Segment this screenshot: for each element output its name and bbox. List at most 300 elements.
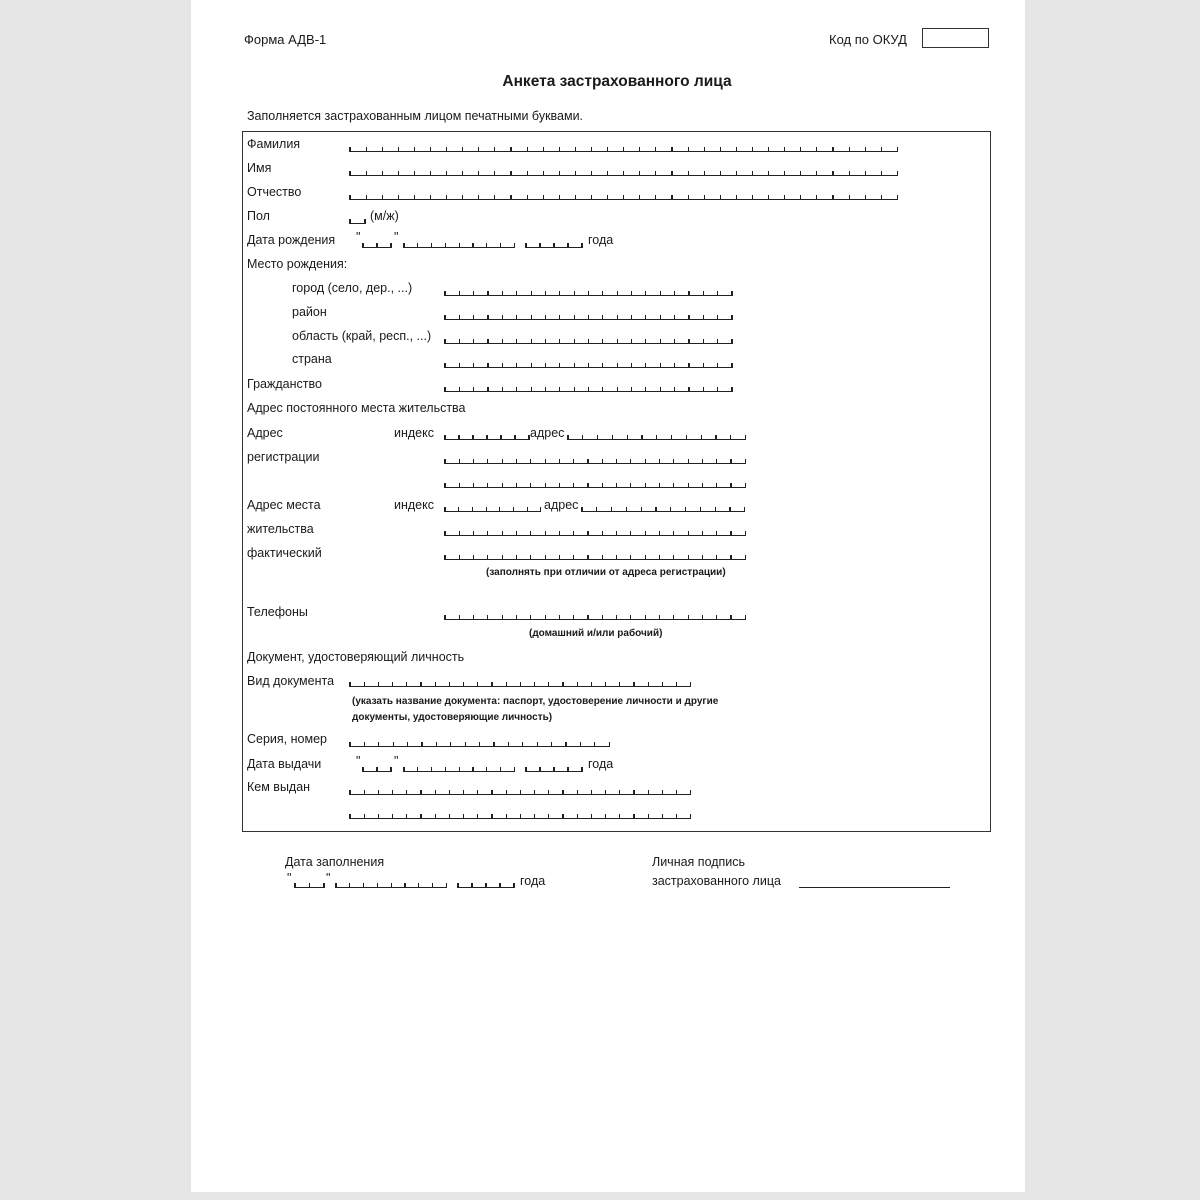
fact-address-cells-3[interactable] <box>445 554 745 560</box>
cell-tick <box>688 147 689 152</box>
birth-month-cells[interactable] <box>404 242 514 248</box>
reg-index-label: индекс <box>394 426 434 440</box>
birth-date-label: Дата рождения <box>247 233 336 247</box>
cell-tick <box>459 339 460 344</box>
issued-by-cells[interactable] <box>350 789 691 795</box>
cell-tick <box>573 531 574 536</box>
cell-tick <box>420 814 421 819</box>
cell-tick <box>487 339 488 344</box>
cell-tick <box>717 315 718 320</box>
cell-tick <box>520 814 521 819</box>
cell-tick <box>435 790 436 795</box>
cell-tick <box>676 790 677 795</box>
cell-tick <box>510 195 511 200</box>
reg-address-cells-3[interactable] <box>445 482 745 488</box>
cell-tick <box>510 147 511 152</box>
cell-tick <box>685 507 686 512</box>
cell-tick <box>398 195 399 200</box>
cell-tick <box>639 147 640 152</box>
cell-tick <box>364 219 365 224</box>
cell-tick <box>674 291 675 296</box>
cell-tick <box>626 507 627 512</box>
cell-tick <box>545 363 546 368</box>
cell-tick <box>673 615 674 620</box>
series-number-cells[interactable] <box>350 741 609 747</box>
issue-month-cells[interactable] <box>404 766 514 772</box>
cell-tick <box>294 883 295 888</box>
cell-tick <box>520 790 521 795</box>
cell-tick <box>493 742 494 747</box>
cell-tick <box>617 339 618 344</box>
cell-tick <box>611 507 612 512</box>
reg-index-cells[interactable] <box>445 434 529 440</box>
cell-tick <box>671 171 672 176</box>
cell-tick <box>575 195 576 200</box>
cell-tick <box>591 195 592 200</box>
cell-tick <box>390 767 391 772</box>
cell-tick <box>616 483 617 488</box>
cell-tick <box>623 195 624 200</box>
country-cells[interactable] <box>445 362 732 368</box>
cell-tick <box>832 147 833 152</box>
cell-tick <box>471 883 472 888</box>
cell-tick <box>398 171 399 176</box>
cell-tick <box>582 435 583 440</box>
issue-year-cells[interactable] <box>526 766 582 772</box>
cell-tick <box>534 814 535 819</box>
fact-address-cells[interactable] <box>582 506 745 512</box>
citizenship-label: Гражданство <box>247 377 322 391</box>
cell-tick <box>602 555 603 560</box>
cell-tick <box>703 363 704 368</box>
cell-tick <box>494 195 495 200</box>
cell-tick <box>366 171 367 176</box>
cell-tick <box>702 555 703 560</box>
cell-tick <box>800 171 801 176</box>
cell-tick <box>479 742 480 747</box>
cell-tick <box>616 531 617 536</box>
cell-tick <box>472 767 473 772</box>
cell-tick <box>897 171 898 176</box>
cell-tick <box>478 147 479 152</box>
cell-tick <box>645 459 646 464</box>
cell-tick <box>444 435 445 440</box>
cell-tick <box>459 363 460 368</box>
cell-tick <box>660 363 661 368</box>
cell-tick <box>539 243 540 248</box>
cell-tick <box>494 147 495 152</box>
cell-tick <box>477 790 478 795</box>
cell-tick <box>849 147 850 152</box>
cell-tick <box>444 483 445 488</box>
cell-tick <box>477 814 478 819</box>
cell-tick <box>487 615 488 620</box>
cell-tick <box>690 814 691 819</box>
cell-tick <box>730 459 731 464</box>
cell-tick <box>587 483 588 488</box>
cell-tick <box>716 555 717 560</box>
cell-tick <box>617 291 618 296</box>
cell-tick <box>688 531 689 536</box>
cell-tick <box>472 507 473 512</box>
cell-tick <box>645 315 646 320</box>
cell-tick <box>502 291 503 296</box>
cell-tick <box>619 682 620 687</box>
cell-tick <box>530 615 531 620</box>
cell-tick <box>444 363 445 368</box>
cell-tick <box>587 615 588 620</box>
doc-type-label: Вид документа <box>247 674 335 688</box>
cell-tick <box>849 171 850 176</box>
cell-tick <box>752 171 753 176</box>
cell-tick <box>445 767 446 772</box>
cell-tick <box>567 435 568 440</box>
cell-tick <box>449 682 450 687</box>
cell-tick <box>392 682 393 687</box>
phones-label: Телефоны <box>247 605 308 619</box>
cell-tick <box>631 387 632 392</box>
phones-cells[interactable] <box>445 614 745 620</box>
cell-tick <box>688 339 689 344</box>
cell-tick <box>594 742 595 747</box>
surname-label: Фамилия <box>247 137 301 151</box>
cell-tick <box>645 483 646 488</box>
phones-note: (домашний и/или рабочий) <box>529 628 663 639</box>
cell-tick <box>800 147 801 152</box>
cell-tick <box>463 814 464 819</box>
cell-tick <box>674 363 675 368</box>
cell-tick <box>662 790 663 795</box>
cell-tick <box>463 790 464 795</box>
cell-tick <box>559 615 560 620</box>
cell-tick <box>645 615 646 620</box>
sex-cell[interactable] <box>350 218 365 224</box>
cell-tick <box>559 555 560 560</box>
reg-address-cells-2[interactable] <box>445 458 745 464</box>
cell-tick <box>645 291 646 296</box>
cell-tick <box>607 171 608 176</box>
cell-tick <box>487 291 488 296</box>
cell-tick <box>730 483 731 488</box>
cell-tick <box>462 195 463 200</box>
cell-tick <box>366 147 367 152</box>
cell-tick <box>633 790 634 795</box>
cell-tick <box>366 195 367 200</box>
city-label: город (село, дер., ...) <box>292 281 413 295</box>
cell-tick <box>641 435 642 440</box>
cell-tick <box>716 531 717 536</box>
cell-tick <box>514 243 515 248</box>
name-cells[interactable] <box>350 170 897 176</box>
cell-tick <box>559 291 560 296</box>
cell-tick <box>393 742 394 747</box>
cell-tick <box>881 147 882 152</box>
cell-tick <box>444 315 445 320</box>
cell-tick <box>444 387 445 392</box>
region-label: область (край, респ., ...) <box>292 329 432 343</box>
cell-tick <box>530 555 531 560</box>
cell-tick <box>417 767 418 772</box>
cell-tick <box>648 682 649 687</box>
cell-tick <box>630 531 631 536</box>
cell-tick <box>559 195 560 200</box>
cell-tick <box>623 147 624 152</box>
issued-by-cells-2[interactable] <box>350 813 691 819</box>
cell-tick <box>701 435 702 440</box>
cell-tick <box>660 339 661 344</box>
cell-tick <box>478 171 479 176</box>
cell-tick <box>473 339 474 344</box>
cell-tick <box>349 171 350 176</box>
cell-tick <box>432 883 433 888</box>
cell-tick <box>335 883 336 888</box>
cell-tick <box>715 507 716 512</box>
cell-tick <box>881 171 882 176</box>
fill-day-cells[interactable] <box>295 882 324 888</box>
cell-tick <box>573 615 574 620</box>
cell-tick <box>591 147 592 152</box>
cell-tick <box>487 459 488 464</box>
cell-tick <box>487 387 488 392</box>
cell-tick <box>435 682 436 687</box>
cell-tick <box>458 435 459 440</box>
cell-tick <box>588 339 589 344</box>
cell-tick <box>730 531 731 536</box>
cell-tick <box>588 315 589 320</box>
cell-tick <box>639 171 640 176</box>
cell-tick <box>525 243 526 248</box>
cell-tick <box>559 315 560 320</box>
cell-tick <box>745 459 746 464</box>
cell-tick <box>398 147 399 152</box>
cell-tick <box>616 615 617 620</box>
cell-tick <box>674 339 675 344</box>
cell-tick <box>349 682 350 687</box>
reg-address-cells[interactable] <box>568 434 746 440</box>
cell-tick <box>364 742 365 747</box>
cell-tick <box>404 883 405 888</box>
cell-tick <box>602 483 603 488</box>
cell-tick <box>534 790 535 795</box>
cell-tick <box>376 767 377 772</box>
patronymic-cells[interactable] <box>350 194 897 200</box>
fill-year-cells[interactable] <box>458 882 514 888</box>
issue-day-cells[interactable] <box>363 766 391 772</box>
cell-tick <box>473 531 474 536</box>
cell-tick <box>591 171 592 176</box>
cell-tick <box>673 555 674 560</box>
cell-tick <box>730 555 731 560</box>
city-cells[interactable] <box>445 290 732 296</box>
cell-tick <box>473 615 474 620</box>
cell-tick <box>545 459 546 464</box>
cell-tick <box>865 171 866 176</box>
cell-tick <box>562 682 563 687</box>
cell-tick <box>559 339 560 344</box>
fact-address-label-2: жительства <box>247 522 314 536</box>
name-label: Имя <box>247 161 272 175</box>
cell-tick <box>349 219 350 224</box>
cell-tick <box>645 363 646 368</box>
cell-tick <box>591 682 592 687</box>
cell-tick <box>627 435 628 440</box>
fill-month-cells[interactable] <box>336 882 446 888</box>
cell-tick <box>577 790 578 795</box>
cell-tick <box>502 483 503 488</box>
cell-tick <box>633 814 634 819</box>
cell-tick <box>522 742 523 747</box>
cell-tick <box>514 767 515 772</box>
cell-tick <box>607 147 608 152</box>
cell-tick <box>703 291 704 296</box>
cell-tick <box>768 147 769 152</box>
cell-tick <box>516 555 517 560</box>
cell-tick <box>462 147 463 152</box>
issue-date-quote-close: " <box>394 754 399 768</box>
cell-tick <box>491 790 492 795</box>
cell-tick <box>382 147 383 152</box>
fill-year-word: года <box>520 874 546 888</box>
cell-tick <box>548 790 549 795</box>
cell-tick <box>463 682 464 687</box>
cell-tick <box>676 814 677 819</box>
cell-tick <box>502 387 503 392</box>
cell-tick <box>472 243 473 248</box>
cell-tick <box>531 363 532 368</box>
cell-tick <box>545 291 546 296</box>
cell-tick <box>516 459 517 464</box>
cell-tick <box>553 767 554 772</box>
cell-tick <box>392 814 393 819</box>
birth-place-label: Место рождения: <box>247 257 348 271</box>
okud-code-field[interactable] <box>922 28 989 48</box>
cell-tick <box>702 615 703 620</box>
cell-tick <box>587 531 588 536</box>
cell-tick <box>784 147 785 152</box>
cell-tick <box>390 243 391 248</box>
cell-tick <box>430 147 431 152</box>
cell-tick <box>543 171 544 176</box>
fact-index-cells[interactable] <box>445 506 541 512</box>
cell-tick <box>865 195 866 200</box>
cell-tick <box>559 387 560 392</box>
cell-tick <box>444 339 445 344</box>
cell-tick <box>500 243 501 248</box>
cell-tick <box>462 171 463 176</box>
cell-tick <box>662 682 663 687</box>
cell-tick <box>516 363 517 368</box>
cell-tick <box>537 742 538 747</box>
cell-tick <box>688 363 689 368</box>
cell-tick <box>487 315 488 320</box>
fill-date-quote-open: " <box>287 871 292 885</box>
cell-tick <box>516 615 517 620</box>
doc-type-cells[interactable] <box>350 681 691 687</box>
cell-tick <box>674 315 675 320</box>
cell-tick <box>449 814 450 819</box>
cell-tick <box>865 147 866 152</box>
surname-cells[interactable] <box>350 146 897 152</box>
cell-tick <box>688 171 689 176</box>
cell-tick <box>745 435 746 440</box>
district-cells[interactable] <box>445 314 732 320</box>
cell-tick <box>703 315 704 320</box>
cell-tick <box>420 790 421 795</box>
cell-tick <box>499 507 500 512</box>
cell-tick <box>816 147 817 152</box>
cell-tick <box>897 195 898 200</box>
doc-type-note-2: документы, удостоверяющие личность) <box>352 712 553 723</box>
cell-tick <box>577 682 578 687</box>
issue-year-word: года <box>588 757 614 771</box>
cell-tick <box>588 363 589 368</box>
cell-tick <box>362 243 363 248</box>
cell-tick <box>502 363 503 368</box>
cell-tick <box>363 883 364 888</box>
cell-tick <box>513 507 514 512</box>
cell-tick <box>407 742 408 747</box>
cell-tick <box>472 435 473 440</box>
issued-by-label: Кем выдан <box>247 780 311 794</box>
cell-tick <box>605 682 606 687</box>
region-cells[interactable] <box>445 338 732 344</box>
cell-tick <box>392 790 393 795</box>
fact-address-note: (заполнять при отличии от адреса регистрации) <box>486 567 726 578</box>
cell-tick <box>520 682 521 687</box>
cell-tick <box>531 339 532 344</box>
cell-tick <box>655 507 656 512</box>
cell-tick <box>444 615 445 620</box>
cell-tick <box>525 767 526 772</box>
cell-tick <box>477 682 478 687</box>
cell-tick <box>502 531 503 536</box>
cell-tick <box>430 195 431 200</box>
cell-tick <box>485 883 486 888</box>
cell-tick <box>784 171 785 176</box>
cell-tick <box>473 459 474 464</box>
cell-tick <box>431 767 432 772</box>
cell-tick <box>688 315 689 320</box>
birth-day-cells[interactable] <box>363 242 391 248</box>
cell-tick <box>688 291 689 296</box>
cell-tick <box>575 147 576 152</box>
cell-tick <box>730 615 731 620</box>
sex-hint: (м/ж) <box>370 209 399 223</box>
cell-tick <box>444 507 445 512</box>
cell-tick <box>391 883 392 888</box>
cell-tick <box>362 767 363 772</box>
signature-line[interactable] <box>799 887 950 888</box>
cell-tick <box>575 171 576 176</box>
cell-tick <box>745 531 746 536</box>
cell-tick <box>648 814 649 819</box>
cell-tick <box>506 814 507 819</box>
birth-year-cells[interactable] <box>526 242 582 248</box>
cell-tick <box>486 507 487 512</box>
fact-address-cells-2[interactable] <box>445 530 745 536</box>
cell-tick <box>588 387 589 392</box>
cell-tick <box>745 483 746 488</box>
okud-label: Код по ОКУД <box>829 32 907 47</box>
citizenship-cells[interactable] <box>445 386 732 392</box>
cell-tick <box>581 507 582 512</box>
cell-tick <box>487 483 488 488</box>
cell-tick <box>502 339 503 344</box>
cell-tick <box>655 171 656 176</box>
cell-tick <box>659 483 660 488</box>
country-label: страна <box>292 352 332 366</box>
cell-tick <box>565 742 566 747</box>
